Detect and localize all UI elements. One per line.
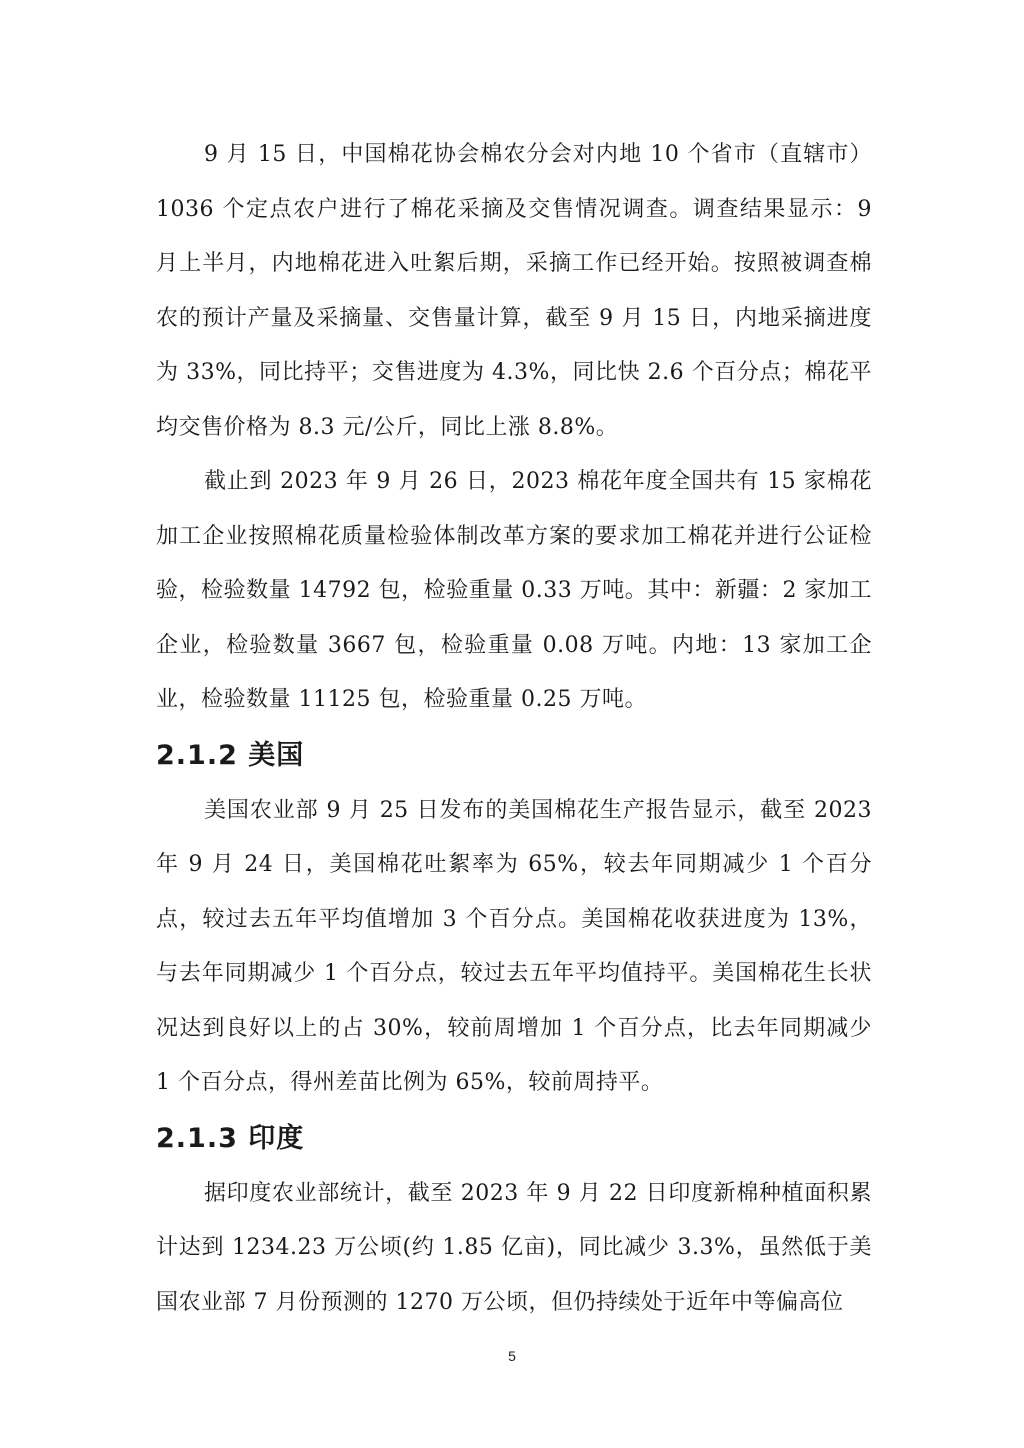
section-heading-india: 2.1.3 印度	[156, 1122, 305, 1154]
page-body	[156, 128, 872, 1330]
paragraph-cotton-inspection: 截止到 2023 年 9 月 26 日，2023 棉花年度全国共有 15 家棉花加工企业按照棉花质量检验体制改革方案的要求加工棉花并进行公证检验，检验数量 14792 包，检验重量 0.33 万吨。其中：新疆：2 家加工企业，检验数量 3667 包，检验重量 0.08 万吨。内地：13 家加工企业，检验数量 11125 包，检验重量 0.25 万吨。	[156, 469, 872, 712]
paragraph-us-cotton-report: 美国农业部 9 月 25 日发布的美国棉花生产报告显示，截至 2023 年 9 月 24 日，美国棉花吐絮率为 65%，较去年同期减少 1 个百分点，较过去五年平均值增加 3 个百分点。美国棉花收获进度为 13%，与去年同期减少 1 个百分点，较过去五年平均值持平。美国棉花生长状况达到良好以上的占 30%，较前周增加 1 个百分点，比去年同期减少 1 个百分点，得州差苗比例为 65%，较前周持平。	[156, 797, 872, 1095]
page-number: 5	[508, 1348, 516, 1364]
section-heading-us: 2.1.2 美国	[156, 739, 305, 771]
paragraph-cotton-picking-survey: 9 月 15 日，中国棉花协会棉农分会对内地 10 个省市（直辖市）1036 个定点农户进行了棉花采摘及交售情况调查。调查结果显示：9 月上半月，内地棉花进入吐絮后期，采摘工作已经开始。按照被调查棉农的预计产量及采摘量、交售量计算，截至 9 月 15 日，内地采摘进度为 33%，同比持平；交售进度为 4.3%，同比快 2.6 个百分点；棉花平均交售价格为 8.3 元/公斤，同比上涨 8.8%。	[156, 142, 872, 440]
paragraph-india-cotton-area: 据印度农业部统计，截至 2023 年 9 月 22 日印度新棉种植面积累计达到 1234.23 万公顷(约 1.85 亿亩)，同比减少 3.3%，虽然低于美国农业部 7 月份预测的 1270 万公顷，但仍持续处于近年中等偏高位	[156, 1180, 872, 1315]
